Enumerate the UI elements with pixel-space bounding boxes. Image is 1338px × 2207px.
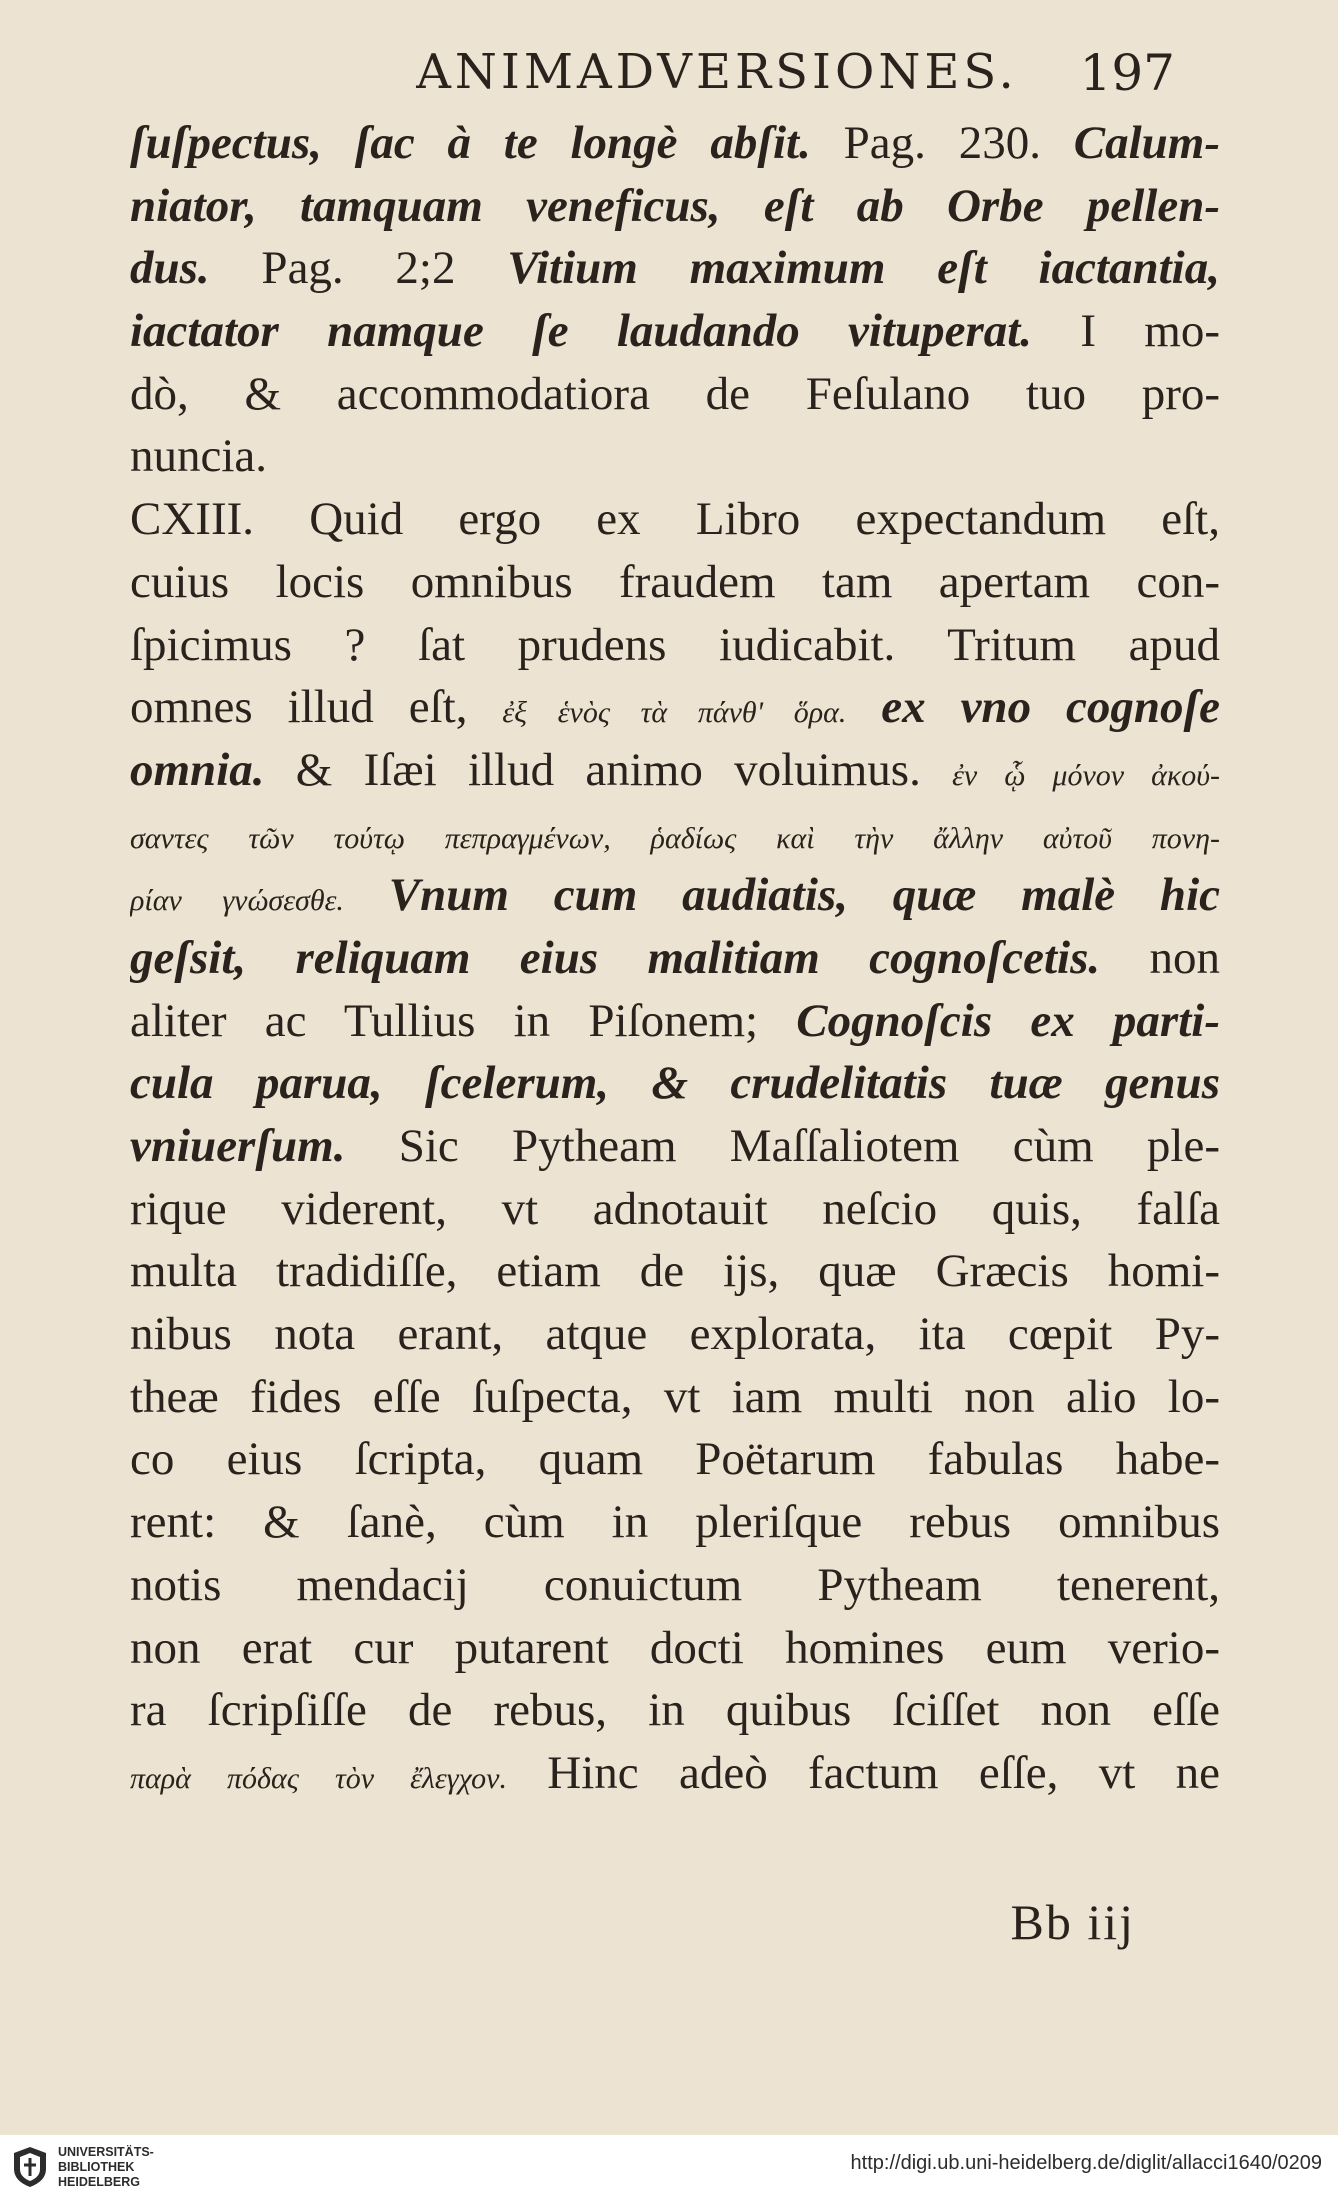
text-line	[130, 1679, 1220, 1742]
italic-text: ex vno cognoſe	[846, 681, 1220, 734]
text-line	[130, 1303, 1220, 1366]
roman-text: CXIII. Quid ergo ex Libro expectandum eſt,	[130, 493, 1220, 546]
text-line	[130, 1366, 1220, 1429]
italic-text: cula parua, ſcelerum, & crudelitatis tuæ genus	[130, 1057, 1220, 1110]
source-url[interactable]: http://digi.ub.uni-heidelberg.de/diglit/allacci1640/0209	[850, 2152, 1322, 2174]
greek-text: παρὰ πόδας τὸν ἔλεγχον.	[130, 1761, 507, 1795]
text-line	[130, 1115, 1220, 1178]
greek-text: ρίαν γνώσεσθε.	[130, 884, 344, 918]
text-line	[130, 802, 1220, 865]
roman-text: Pag. 2;2	[209, 242, 508, 295]
text-line	[130, 175, 1220, 238]
text-line	[130, 739, 1220, 802]
roman-text: cuius locis omnibus fraudem tam apertam con-	[130, 555, 1220, 608]
roman-text: theæ fides eſſe ſuſpecta, vt iam multi non alio lo-	[130, 1370, 1220, 1423]
page-area	[122, 40, 1227, 2110]
text-line	[130, 1178, 1220, 1241]
text-line	[130, 864, 1220, 927]
library-seal-icon	[10, 2145, 50, 2189]
text-line	[130, 1428, 1220, 1491]
roman-text: Pag. 230.	[810, 117, 1074, 169]
italic-text: Vitium maximum eſt iactantia,	[507, 242, 1220, 295]
library-name: UNIVERSITÄTS- BIBLIOTHEK HEIDELBERG	[58, 2145, 154, 2189]
roman-text: ſpicimus ? ſat prudens iudicabit. Tritum apud	[130, 618, 1220, 671]
italic-text: Cognoſcis ex parti-	[796, 994, 1220, 1047]
roman-text: & Iſæi illud animo voluimus.	[264, 743, 953, 796]
roman-text: I mo-	[1032, 305, 1220, 358]
text-line	[130, 1240, 1220, 1303]
italic-text: ſuſpectus, ſac à te longè abſit.	[130, 117, 811, 169]
text-line	[130, 1554, 1220, 1617]
greek-text: ἐν ᾧ μόνον ἀκού-	[952, 758, 1220, 792]
roman-text: dò, & accommodatiora de Feſulano tuo pro-	[130, 367, 1220, 420]
text-line	[130, 112, 1220, 175]
text-line	[130, 927, 1220, 990]
roman-text: non erat cur putarent docti homines eum verio-	[130, 1621, 1220, 1674]
roman-text: Hinc adeò factum eſſe, vt ne	[506, 1746, 1220, 1799]
roman-text: omnes illud eſt,	[130, 681, 503, 734]
roman-text: Sic Pytheam Maſſaliotem cùm ple-	[345, 1120, 1220, 1172]
roman-text: notis mendacij conuictum Pytheam tenerent,	[130, 1558, 1220, 1611]
text-line	[130, 300, 1220, 363]
roman-text: nuncia.	[130, 430, 268, 483]
text-line	[130, 990, 1220, 1053]
text-line	[130, 1491, 1220, 1554]
text-line	[130, 1617, 1220, 1680]
text-line	[130, 488, 1220, 551]
text-line	[130, 237, 1220, 300]
text-line	[130, 1052, 1220, 1115]
roman-text: rent: & ſanè, cùm in pleriſque rebus omnibus	[130, 1496, 1220, 1549]
text-line	[130, 363, 1220, 426]
roman-text: aliter ac Tullius in Piſonem;	[130, 994, 797, 1047]
text-line	[130, 551, 1220, 614]
text-line	[130, 425, 1220, 488]
page-number: 197	[1079, 44, 1175, 102]
roman-text: rique viderent, vt adnotauit neſcio quis, falſa	[130, 1182, 1220, 1235]
roman-text: non	[1100, 931, 1220, 984]
italic-text: dus.	[130, 242, 210, 295]
body-text	[130, 112, 1220, 1805]
italic-text: geſsit, reliquam eius malitiam cognoſcetis.	[130, 931, 1101, 984]
running-head: ANIMADVERSIONES.	[416, 44, 1018, 100]
italic-text: Vnum cum audiatis, quæ malè hic	[343, 869, 1220, 922]
signature-mark: Bb iij	[1010, 1894, 1135, 1950]
roman-text: multa tradidiſſe, etiam de ijs, quæ Græcis homi-	[130, 1245, 1220, 1298]
text-line	[130, 1742, 1220, 1805]
italic-text: niator, tamquam veneficus, eſt ab Orbe pellen-	[130, 179, 1220, 232]
italic-text: iactator namque ſe laudando vituperat.	[130, 305, 1033, 358]
greek-text: σαντες τῶν τούτῳ πεπραγμένων, ῥαδίως καὶ τὴν ἄλλην αὐτοῦ πονη-	[130, 821, 1220, 855]
italic-text: Calum-	[1073, 117, 1220, 169]
italic-text: omnia.	[130, 743, 265, 796]
roman-text: ra ſcripſiſſe de rebus, in quibus ſciſſet non eſſe	[130, 1684, 1220, 1737]
text-line	[130, 614, 1220, 677]
italic-text: vniuerſum.	[130, 1120, 346, 1172]
text-line	[130, 676, 1220, 739]
roman-text: co eius ſcripta, quam Poëtarum fabulas habe-	[130, 1433, 1220, 1486]
roman-text: nibus nota erant, atque explorata, ita cœpit Py-	[130, 1308, 1220, 1361]
greek-text: ἐξ ἑνὸς τὰ πάνθ' ὅρα.	[502, 696, 847, 730]
